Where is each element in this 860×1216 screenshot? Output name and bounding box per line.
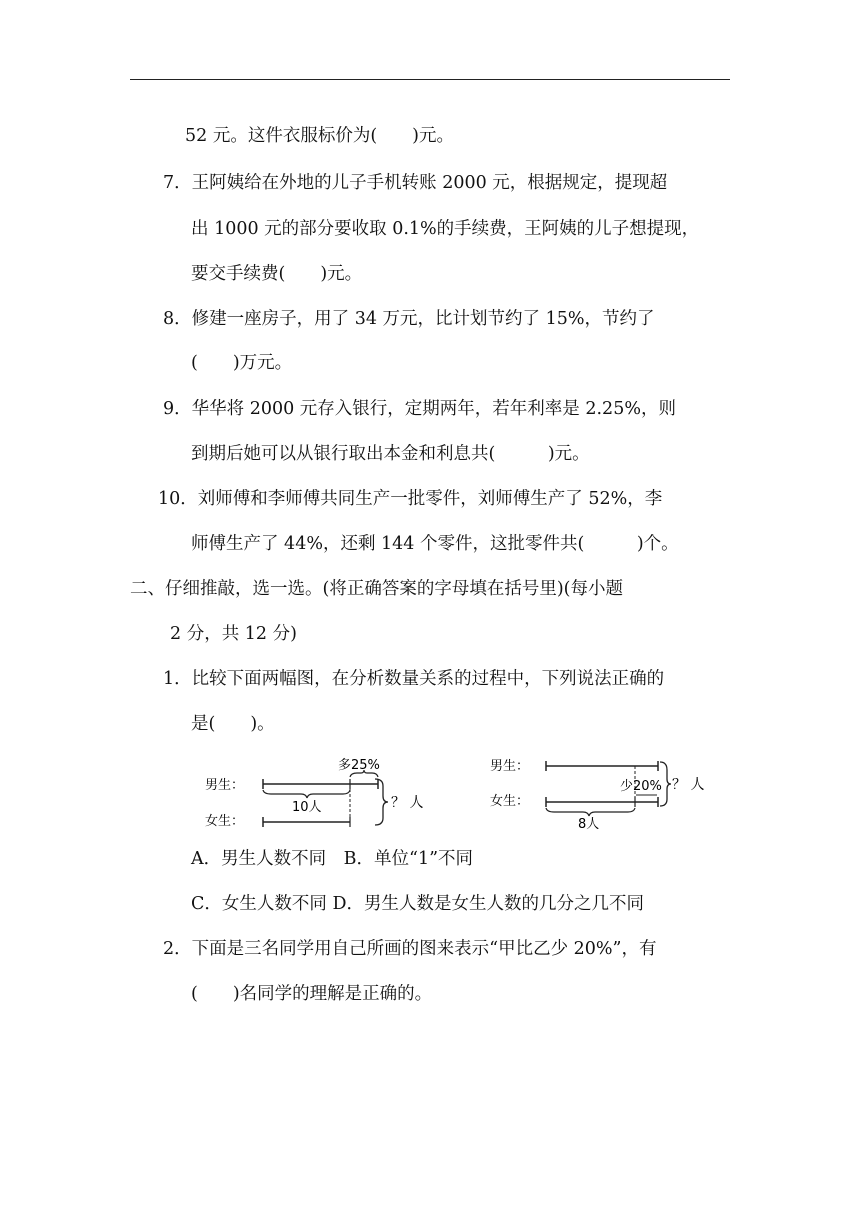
text-line: 到期后她可以从银行取出本金和利息共( )元。: [191, 444, 590, 464]
question-7: 7．王阿姨给在外地的儿子手机转账 2000 元，根据规定，提现超: [163, 173, 668, 193]
text-line: 出 1000 元的部分要收取 0.1%的手续费，王阿姨的儿子想提现，: [191, 219, 700, 239]
question-9: 9．华华将 2000 元存入银行，定期两年，若年利率是 2.25%，则: [163, 399, 676, 419]
left-boy-label: 男生：: [205, 778, 245, 793]
right-less-label: 少20%: [620, 779, 662, 794]
left-count-label: 10人: [292, 800, 322, 815]
left-question-label: ？ 人: [391, 795, 424, 811]
text-line: ( )名同学的理解是正确的。: [191, 984, 433, 1004]
option-line-cd: C．女生人数不同 D．男生人数是女生人数的几分之几不同: [191, 894, 644, 914]
text-line: ( )万元。: [191, 353, 293, 373]
text-line: 52 元。这件衣服标价为( )元。: [185, 126, 454, 146]
right-count-label: 8人: [578, 817, 600, 832]
left-girl-label: 女生：: [205, 814, 245, 829]
mc-question-2: 2．下面是三名同学用自己所画的图来表示“甲比乙少 20%”，有: [163, 939, 657, 959]
section-heading: 二、仔细推敲，选一选。(将正确答案的字母填在括号里)(每小题: [130, 579, 623, 599]
text-line: 要交手续费( )元。: [191, 264, 363, 284]
question-10: 10．刘师傅和李师傅共同生产一批零件，刘师傅生产了 52%，李: [158, 489, 663, 509]
question-8: 8．修建一座房子，用了 34 万元，比计划节约了 15%，节约了: [163, 309, 655, 329]
option-line-ab: A．男生人数不同 B．单位“1”不同: [191, 849, 474, 869]
header-rule: [130, 79, 730, 80]
left-diagram: [205, 752, 440, 832]
left-more-label: 多25%: [338, 758, 380, 773]
right-question-label: ？ 人: [672, 777, 705, 793]
text-line: 2 分，共 12 分): [170, 624, 297, 644]
mc-question-1: 1．比较下面两幅图，在分析数量关系的过程中，下列说法正确的: [163, 669, 665, 689]
right-boy-label: 男生：: [490, 759, 530, 774]
right-girl-label: 女生：: [490, 794, 530, 809]
right-diagram: [490, 752, 720, 832]
text-line: 是( )。: [191, 714, 275, 734]
text-line: 师傅生产了 44%，还剩 144 个零件，这批零件共( )个。: [191, 534, 679, 554]
